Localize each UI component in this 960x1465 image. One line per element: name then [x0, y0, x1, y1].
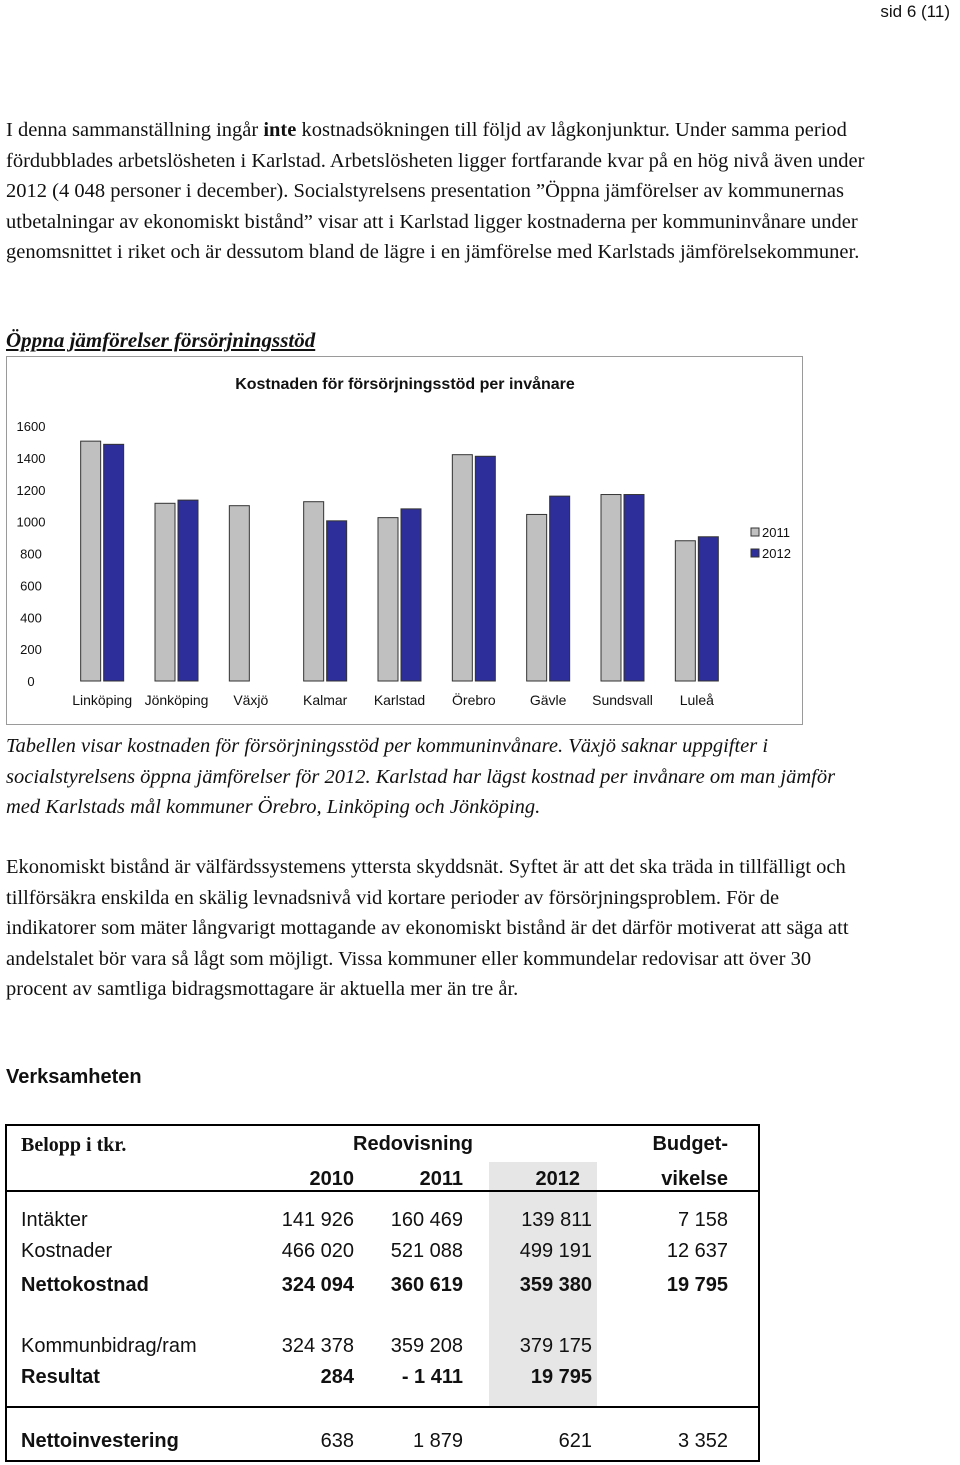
table-cell: 324 094	[281, 1274, 354, 1296]
section-title: Verksamheten	[6, 1066, 142, 1088]
legend-swatch-2012	[751, 549, 759, 557]
table-cell: 521 088	[390, 1240, 463, 1262]
table-cell: 141 926	[281, 1209, 354, 1231]
budget-table	[5, 1124, 760, 1462]
chart-caption: Tabellen visar kostnaden för försörjningsstöd per kommuninvånare. Växjö saknar uppgifter i socialstyrelsens öppna jämförelser för 2012. Karlstad har lägst kostnad per invånare om man jämför med Karlstads mål kommuner Örebro, Linköping och Jönköping.	[6, 735, 836, 818]
y-tick-label: 1400	[16, 450, 46, 466]
y-tick-label: 1000	[16, 514, 46, 530]
bar-2012	[327, 521, 347, 681]
legend-swatch-2011	[751, 528, 759, 536]
table-cell: 19 795	[666, 1274, 728, 1296]
table-cell: 19 795	[530, 1366, 592, 1388]
row-label: Kostnader	[21, 1240, 113, 1262]
table-cell: 638	[320, 1430, 354, 1452]
row-label: Nettoinvestering	[21, 1430, 179, 1452]
x-tick-label: Luleå	[679, 692, 714, 708]
y-tick-label: 800	[20, 546, 42, 562]
header-year-2012: 2012	[535, 1168, 580, 1190]
y-tick-label: 200	[20, 642, 42, 658]
table-cell: 359 380	[519, 1274, 592, 1296]
x-tick-label: Örebro	[452, 692, 496, 708]
table-cell: 139 811	[521, 1209, 592, 1231]
y-tick-label: 400	[20, 610, 42, 626]
intro-text-rest: kostnadsökningen till följd av lågkonjunktur. Under samma period fördubblades arbetslösheten i Karlstad. Arbetslösheten ligger fortfarande kvar på en hög nivå även under 2012 (4 048 personer i december). Socialstyrelsens presentation ”Öppna jämförelser av kommunernas utbetalningar av ekonomiskt bistånd” visar att i Karlstad ligger kostnaderna per kommuninvånare under genomsnittet i riket och är dessutom bland de lägre i en jämförelse med Karlstads jämförelsekommuner.	[6, 119, 865, 263]
table-cell: 12 637	[666, 1240, 728, 1262]
body-paragraph: Ekonomiskt bistånd är välfärdssystemens yttersta skyddsnät. Syftet är att det ska träda in tillfälligt och tillförsäkra enskilda en skälig levnadsnivå vid kortare perioder av försörjningsproblem. För de indikatorer som mäter långvarigt mottagande av ekonomiskt bistånd är det därför motiverat att säga att andelstalet bör vara så lågt som möjligt. Vissa kommuner eller kommundelar redovisar att över 30 procent av samtliga bidragsmottagare är aktuella mer än tre år.	[6, 856, 849, 1000]
bar-2012	[550, 496, 570, 681]
page-number: sid 6 (11)	[880, 2, 950, 21]
table-cell: 499 191	[519, 1240, 592, 1262]
bar-2012	[401, 509, 421, 681]
bar-2011	[229, 506, 249, 681]
bar-2011	[81, 441, 101, 681]
x-tick-label: Kalmar	[302, 692, 348, 708]
bar-2011	[675, 541, 695, 681]
x-tick-label: Jönköping	[144, 692, 209, 708]
table-cell: 621	[558, 1430, 592, 1452]
row-label: Kommunbidrag/ram	[21, 1335, 197, 1357]
bar-2011	[601, 495, 621, 681]
table-cell: 160 469	[390, 1209, 463, 1231]
chart-title: Kostnaden för försörjningsstöd per invånare	[235, 376, 575, 393]
bar-2012	[475, 456, 495, 681]
x-tick-label: Växjö	[233, 692, 269, 708]
intro-paragraph	[6, 115, 866, 268]
table-cell: 3 352	[677, 1430, 728, 1452]
table-cell: 1 879	[412, 1430, 463, 1452]
row-label: Resultat	[21, 1366, 100, 1388]
footer-divider	[7, 1406, 758, 1408]
bar-2012	[624, 495, 644, 681]
bar-chart	[6, 356, 803, 725]
y-tick-label: 600	[20, 578, 42, 594]
bar-2012	[698, 537, 718, 681]
x-tick-label: Linköping	[72, 692, 133, 708]
legend-label-2012: 2012	[762, 546, 791, 561]
header-divider	[7, 1190, 758, 1192]
intro-bold-word: inte	[263, 119, 297, 141]
row-label: Nettokostnad	[21, 1274, 149, 1296]
legend-label-2011: 2011	[762, 525, 790, 540]
bar-chart-svg	[7, 357, 804, 726]
table-cell: 7 158	[677, 1209, 728, 1231]
table-cell: 284	[320, 1366, 354, 1388]
row-label: Intäkter	[21, 1209, 88, 1231]
bar-2011	[155, 503, 175, 681]
chart-section-heading: Öppna jämförelser försörjningsstöd	[6, 328, 316, 352]
header-redovisning: Redovisning	[353, 1133, 474, 1155]
bar-2011	[452, 455, 472, 681]
intro-text-start: I denna sammanställning ingår	[6, 119, 264, 141]
table-cell: 359 208	[390, 1335, 463, 1357]
table-cell: - 1 411	[401, 1366, 463, 1388]
y-tick-label: 1200	[16, 482, 46, 498]
table-cell: 379 175	[519, 1335, 592, 1357]
y-tick-label: 1600	[16, 419, 46, 434]
header-budget-line1: Budget-	[652, 1133, 728, 1155]
bar-2011	[378, 518, 398, 681]
x-tick-label: Gävle	[529, 692, 567, 708]
header-year-2010: 2010	[309, 1168, 354, 1190]
x-tick-label: Karlstad	[373, 692, 426, 708]
table-cell: 360 619	[390, 1274, 463, 1296]
bar-2012	[104, 444, 124, 681]
header-year-2011: 2011	[419, 1168, 463, 1190]
table-cell: 466 020	[281, 1240, 354, 1262]
bar-2012	[178, 500, 198, 681]
table-cell: 324 378	[281, 1335, 354, 1357]
header-budget-line2: vikelse	[661, 1168, 728, 1190]
bar-2011	[527, 514, 547, 681]
y-tick-label: 0	[27, 674, 35, 689]
table-unit-label: Belopp i tkr.	[21, 1134, 127, 1156]
x-tick-label: Sundsvall	[592, 692, 653, 708]
bar-2011	[304, 502, 324, 681]
